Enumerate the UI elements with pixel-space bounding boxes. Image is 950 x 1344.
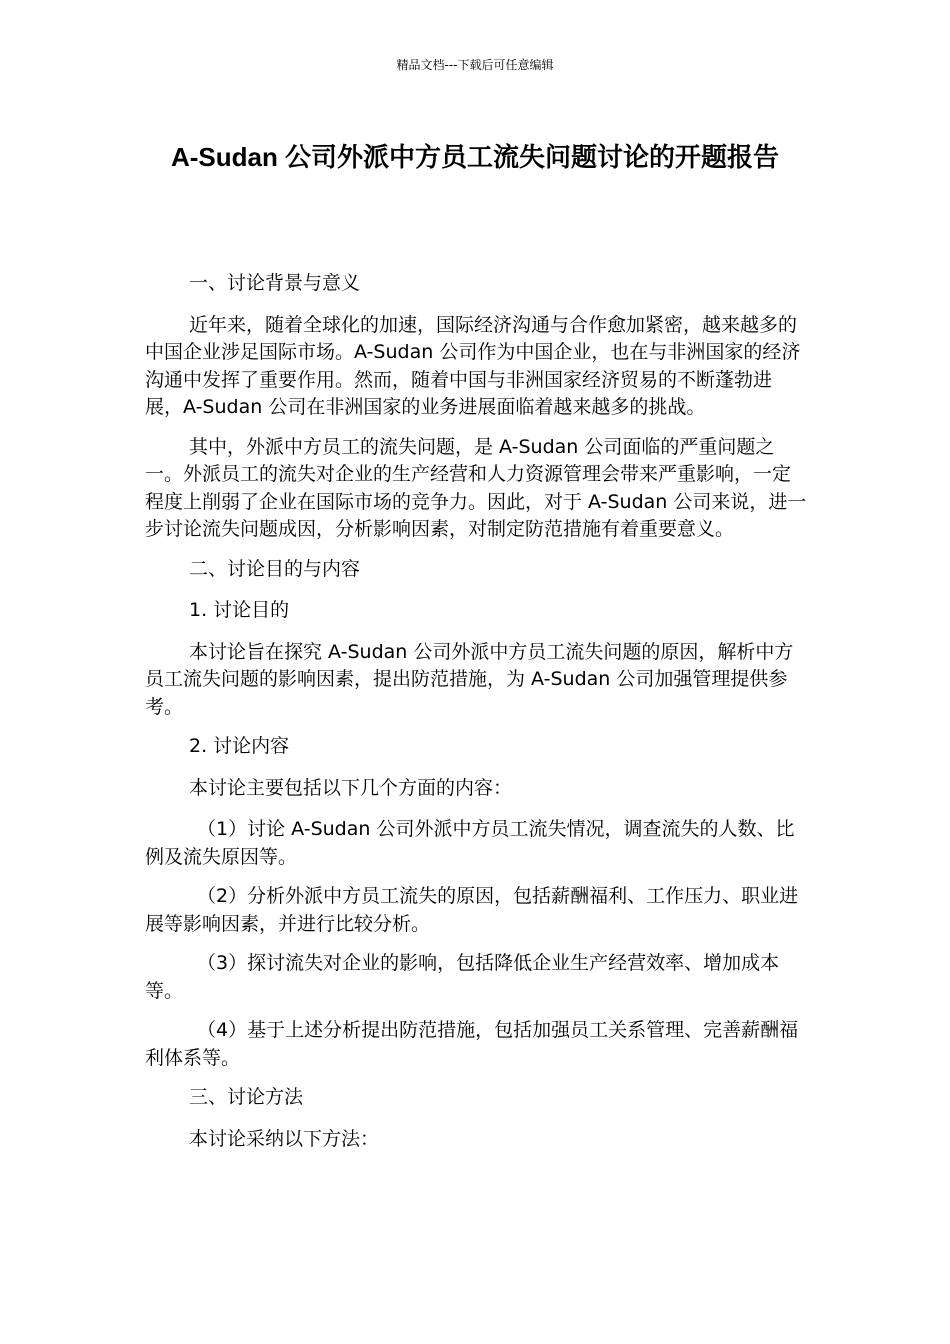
document-body [145, 270, 807, 1167]
content-item-4: （4）基于上述分析提出防范措施，包括加强员工关系管理、完善薪酬福利体系等。 [145, 1019, 799, 1069]
paragraph-method-intro: 本讨论采纳以下方法： [189, 1127, 380, 1150]
paragraph-purpose: 本讨论旨在探究 A-Sudan 公司外派中方员工流失问题的原因，解析中方员工流失问题的影响因素，提出防范措施，为 A-Sudan 公司加强管理提供参考。 [145, 640, 794, 718]
page-header: 精品文档---下载后可任意编辑 [396, 58, 554, 72]
content-item-1: （1）讨论 A-Sudan 公司外派中方员工流失情况，调查流失的人数、比例及流失原因等。 [145, 818, 795, 868]
section-heading-purpose-content: 二、讨论目的与内容 [189, 557, 361, 580]
document-title: A-Sudan 公司外派中方员工流失问题讨论的开题报告 [170, 142, 780, 172]
paragraph-background-2: 其中，外派中方员工的流失问题，是 A-Sudan 公司面临的严重问题之一。外派员工的流失对企业的生产经营和人力资源管理会带来严重影响，一定程度上削弱了企业在国际市场的竞争力。因此，对于 A-Sudan 公司来说，进一步讨论流失问题成因，分析影响因素，对制定防范措施有着重要意义。 [145, 435, 807, 540]
paragraph-background-1: 近年来，随着全球化的加速，国际经济沟通与合作愈加紧密，越来越多的中国企业涉足国际市场。A-Sudan 公司作为中国企业，也在与非洲国家的经济沟通中发挥了重要作用。然而，随着中国与非洲国家经济贸易的不断蓬勃进展，A-Sudan 公司在非洲国家的业务进展面临着越来越多的挑战。 [145, 313, 801, 418]
paragraph-content-intro: 本讨论主要包括以下几个方面的内容： [189, 776, 513, 799]
subheading-content: 2. 讨论内容 [189, 735, 290, 757]
section-heading-method: 三、讨论方法 [189, 1086, 304, 1108]
subheading-purpose: 1. 讨论目的 [189, 599, 290, 621]
content-item-3: （3）探讨流失对企业的影响，包括降低企业生产经营效率、增加成本等。 [145, 952, 780, 1002]
content-item-2: （2）分析外派中方员工流失的原因，包括薪酬福利、工作压力、职业进展等影响因素，并进行比较分析。 [145, 885, 799, 935]
section-heading-background: 一、讨论背景与意义 [189, 272, 361, 294]
